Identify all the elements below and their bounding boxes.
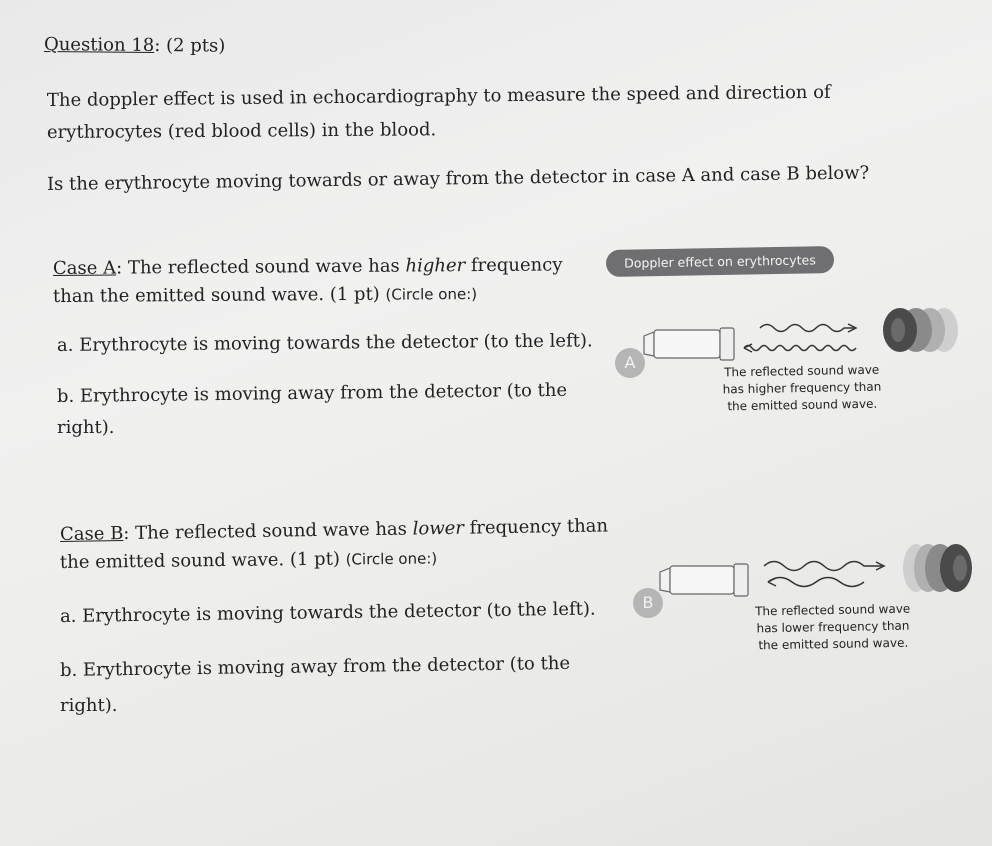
- case-b-line-1: Case B: The reflected sound wave has lower frequency than: [59, 515, 609, 545]
- intro-line-2: erythrocytes (red blood cells) in the blood.: [46, 119, 437, 143]
- case-a-label: Case A: [52, 257, 117, 279]
- case-b-badge: B: [633, 588, 663, 618]
- case-a-option-b-line-2[interactable]: right).: [57, 417, 115, 438]
- question-points: : (2 pts): [154, 34, 226, 57]
- erythrocyte-a-icon: [874, 306, 964, 356]
- detector-b-icon: [658, 560, 768, 600]
- sound-waves-a-icon: [742, 318, 872, 358]
- caption-b: The reflected sound wave has lower frequency than the emitted sound wave.: [755, 601, 911, 653]
- case-b-option-b-line-2[interactable]: right).: [60, 695, 118, 716]
- case-a-option-a[interactable]: a. Erythrocyte is moving towards the detector (to the left).: [56, 330, 593, 356]
- case-a-emphasis: higher: [405, 255, 466, 277]
- question-label: Question 18: [43, 34, 155, 56]
- case-b-option-b-line-1[interactable]: b. Erythrocyte is moving away from the detector (to the: [59, 652, 571, 681]
- question-heading: [44, 32, 226, 60]
- case-a-line-2: than the emitted sound wave. (1 pt) (Circle one:): [52, 283, 478, 307]
- case-b-option-a[interactable]: a. Erythrocyte is moving towards the detector (to the left).: [59, 598, 596, 627]
- case-b-circle-note: (Circle one:): [345, 549, 438, 569]
- figure-title: Doppler effect on erythrocytes: [606, 246, 834, 277]
- question-prompt: Is the erythrocyte moving towards or away from the detector in case A and case B below?: [46, 162, 870, 195]
- erythrocyte-b-icon: [902, 540, 982, 596]
- case-a-circle-note: (Circle one:): [385, 285, 478, 304]
- case-a-badge: A: [615, 348, 645, 378]
- case-b-label: Case B: [59, 523, 124, 545]
- case-b-emphasis: lower: [412, 517, 465, 540]
- case-b-line-2: the emitted sound wave. (1 pt) (Circle one:): [59, 548, 438, 573]
- caption-a: The reflected sound wave has higher frequency than the emitted sound wave.: [722, 362, 882, 414]
- intro-line-1: The doppler effect is used in echocardiography to measure the speed and direction of: [46, 81, 831, 111]
- case-a-line-1: Case A: The reflected sound wave has higher frequency: [52, 254, 563, 279]
- sound-waves-b-icon: [762, 556, 892, 596]
- case-a-option-b-line-1[interactable]: b. Erythrocyte is moving away from the detector (to the: [56, 379, 568, 407]
